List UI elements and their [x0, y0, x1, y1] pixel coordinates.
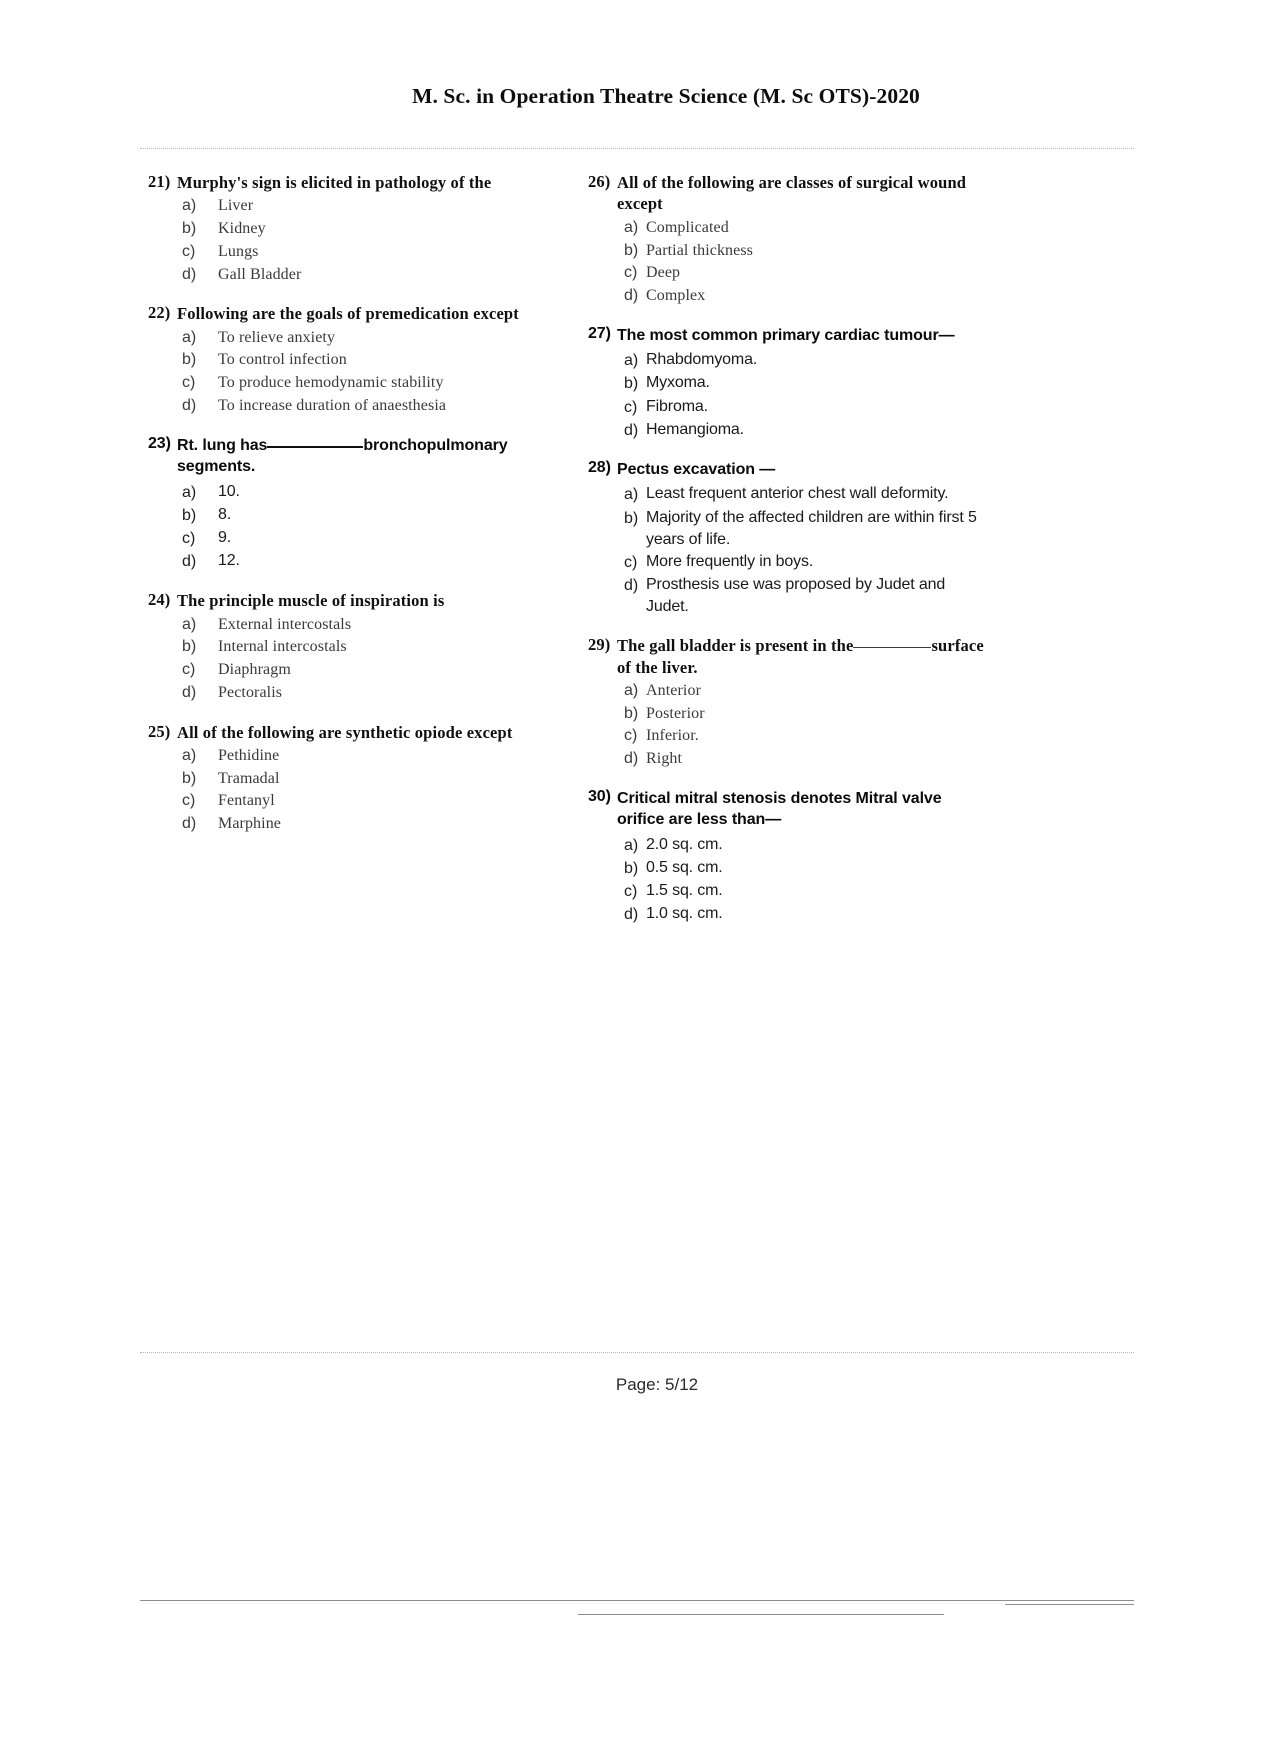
- question-block: [588, 788, 988, 927]
- question-number: 28): [588, 458, 611, 476]
- question-header: [148, 303, 542, 324]
- question-block: [588, 172, 988, 308]
- question-text: [177, 435, 542, 478]
- option-label: b): [182, 506, 197, 524]
- question-text-after-blank: surface of the liver.: [617, 636, 984, 677]
- option-item[interactable]: [588, 748, 988, 771]
- option-text: Pethidine: [218, 747, 280, 764]
- fill-in-blank: [267, 446, 363, 448]
- option-item[interactable]: [148, 790, 542, 813]
- option-label: b): [182, 220, 197, 238]
- option-item[interactable]: [148, 636, 542, 659]
- option-text: Gall Bladder: [218, 265, 302, 283]
- option-label: c): [624, 264, 638, 282]
- question-number: 30): [588, 787, 611, 805]
- option-text: Tramadal: [218, 769, 280, 787]
- option-label: c): [624, 398, 638, 416]
- option-label: b): [624, 509, 639, 527]
- option-item[interactable]: [588, 507, 988, 551]
- question-text: The principle muscle of inspiration is: [177, 591, 445, 611]
- page-title: M. Sc. in Operation Theatre Science (M. Sc OTS)-2020: [412, 84, 920, 108]
- option-label: a): [182, 197, 197, 215]
- question-header: [588, 459, 988, 480]
- option-list: [588, 680, 988, 771]
- option-text: External intercostals: [218, 615, 352, 633]
- question-text-after-blank: bronchopulmonary segments.: [177, 436, 508, 476]
- option-label: d): [624, 576, 639, 594]
- question-header: [588, 325, 988, 346]
- question-header: [148, 172, 542, 193]
- option-text: Anterior: [646, 681, 702, 699]
- option-item[interactable]: [148, 682, 542, 705]
- question-header: [148, 722, 542, 743]
- option-text: To relieve anxiety: [218, 328, 336, 346]
- option-text: 9.: [218, 528, 232, 546]
- footer-divider: [140, 1352, 1134, 1353]
- option-text: Rhabdomyoma.: [646, 351, 758, 369]
- option-text: To produce hemodynamic stability: [218, 374, 444, 392]
- option-label: b): [182, 351, 197, 369]
- option-list: [588, 217, 988, 308]
- option-item[interactable]: [148, 264, 542, 287]
- option-label: a): [624, 836, 639, 854]
- option-text: Majority of the affected children are within first 5 years of life.: [646, 508, 977, 548]
- option-label: d): [182, 815, 197, 833]
- option-text: Deep: [646, 264, 681, 282]
- option-label: c): [624, 883, 638, 901]
- option-label: d): [182, 265, 197, 283]
- option-item[interactable]: [148, 195, 542, 218]
- option-text: Hemangioma.: [646, 420, 744, 438]
- option-item[interactable]: [148, 372, 542, 395]
- option-text: Complicated: [646, 218, 729, 236]
- option-label: a): [624, 681, 639, 699]
- option-text: Diaphragm: [218, 661, 291, 679]
- option-text: 12.: [218, 552, 240, 570]
- question-header: [148, 590, 542, 611]
- question-block: [148, 303, 542, 417]
- option-label: c): [624, 727, 638, 745]
- bottom-edge-mark-left: [140, 1600, 1134, 1601]
- option-label: c): [624, 553, 638, 571]
- option-label: b): [182, 638, 197, 656]
- option-label: d): [624, 750, 639, 768]
- question-number: 25): [148, 721, 171, 741]
- right-question-column: [588, 172, 988, 943]
- option-text: Partial thickness: [646, 241, 754, 259]
- option-item[interactable]: [588, 217, 988, 240]
- option-text: Fentanyl: [218, 792, 275, 810]
- option-text: Kidney: [218, 220, 266, 238]
- option-text: Least frequent anterior chest wall deformity.: [646, 485, 949, 503]
- option-item[interactable]: [148, 481, 542, 504]
- option-item[interactable]: [148, 813, 542, 836]
- question-text: Following are the goals of premedication except: [177, 304, 519, 324]
- option-text: Liver: [218, 197, 254, 215]
- option-item[interactable]: [588, 240, 988, 263]
- option-item[interactable]: [588, 857, 988, 880]
- bottom-edge-mark-right: [1005, 1604, 1134, 1605]
- option-item[interactable]: [588, 574, 988, 618]
- question-block: [148, 590, 542, 704]
- question-text: All of the following are synthetic opiode except: [177, 722, 513, 742]
- option-text: Pectoralis: [218, 683, 283, 701]
- page-number-footer: Page: 5/12: [615, 1375, 699, 1394]
- option-item[interactable]: [588, 551, 988, 574]
- option-item[interactable]: [588, 725, 988, 748]
- option-label: c): [182, 661, 196, 679]
- option-text: 8.: [218, 505, 232, 523]
- question-number: 23): [148, 434, 171, 452]
- option-item[interactable]: [588, 419, 988, 442]
- option-label: a): [624, 218, 639, 236]
- option-item[interactable]: [148, 745, 542, 768]
- option-text: To control infection: [218, 351, 347, 369]
- option-list: [148, 481, 542, 574]
- option-text: 1.0 sq. cm.: [646, 905, 723, 923]
- option-text: Prosthesis use was proposed by Judet and Judet.: [646, 575, 946, 615]
- option-list: [148, 327, 542, 418]
- option-text: Internal intercostals: [218, 638, 347, 656]
- option-label: b): [624, 375, 639, 393]
- option-label: b): [624, 859, 639, 877]
- option-text: Myxoma.: [646, 374, 710, 392]
- option-label: a): [624, 486, 639, 504]
- question-text: Pectus excavation —: [617, 460, 776, 478]
- question-header: [148, 435, 542, 478]
- option-item[interactable]: [148, 527, 542, 550]
- option-text: Right: [646, 750, 683, 768]
- option-label: b): [624, 704, 639, 722]
- question-block: [148, 172, 542, 286]
- question-block: [588, 635, 988, 771]
- question-text-before-blank: Rt. lung has: [177, 436, 268, 454]
- option-text: 0.5 sq. cm.: [646, 858, 723, 876]
- option-text: Inferior.: [646, 727, 699, 745]
- left-question-column: [148, 172, 542, 943]
- question-text: [617, 635, 988, 678]
- question-header: [588, 788, 988, 831]
- question-number: 24): [148, 590, 171, 610]
- option-label: d): [624, 421, 639, 439]
- option-label: b): [624, 241, 639, 259]
- option-label: c): [182, 529, 196, 547]
- option-list: [588, 483, 988, 618]
- option-label: a): [182, 483, 197, 501]
- question-text-before-blank: The gall bladder is present in the: [617, 636, 854, 656]
- option-text: 2.0 sq. cm.: [646, 835, 723, 853]
- option-text: More frequently in boys.: [646, 552, 814, 570]
- header-divider: [140, 148, 1134, 149]
- option-item[interactable]: [588, 372, 988, 395]
- option-item[interactable]: [148, 504, 542, 527]
- option-list: [148, 745, 542, 836]
- option-label: b): [182, 769, 197, 787]
- option-item[interactable]: [588, 680, 988, 703]
- option-list: [588, 349, 988, 442]
- option-label: c): [182, 374, 196, 392]
- option-label: d): [182, 396, 197, 414]
- question-number: 21): [148, 172, 171, 191]
- option-list: [588, 834, 988, 927]
- question-text: Murphy's sign is elicited in pathology of the: [177, 173, 492, 192]
- option-item[interactable]: [588, 703, 988, 726]
- option-item[interactable]: [588, 285, 988, 308]
- option-text: To increase duration of anaesthesia: [218, 396, 447, 414]
- fill-in-blank: [853, 647, 931, 648]
- question-number: 26): [588, 172, 611, 191]
- option-item[interactable]: [148, 659, 542, 682]
- question-block: [148, 722, 542, 836]
- option-text: 1.5 sq. cm.: [646, 882, 723, 900]
- option-item[interactable]: [588, 903, 988, 926]
- question-number: 29): [588, 635, 611, 655]
- option-label: d): [182, 553, 197, 571]
- option-item[interactable]: [148, 241, 542, 264]
- question-text: All of the following are classes of surgical wound except: [617, 173, 967, 214]
- option-text: 10.: [218, 482, 240, 500]
- option-label: d): [624, 906, 639, 924]
- question-number: 27): [588, 324, 611, 342]
- question-block: [588, 325, 988, 442]
- option-item[interactable]: [148, 768, 542, 791]
- option-item[interactable]: [148, 218, 542, 241]
- option-item[interactable]: [148, 614, 542, 637]
- question-columns: [148, 172, 1128, 943]
- option-item[interactable]: [588, 262, 988, 285]
- question-number: 22): [148, 303, 171, 323]
- option-item[interactable]: [588, 396, 988, 419]
- option-item[interactable]: [588, 880, 988, 903]
- option-label: a): [182, 328, 197, 346]
- option-item[interactable]: [588, 834, 988, 857]
- option-text: Lungs: [218, 242, 259, 260]
- option-text: Fibroma.: [646, 397, 708, 415]
- option-label: c): [182, 242, 196, 260]
- option-item[interactable]: [148, 395, 542, 418]
- option-label: c): [182, 792, 196, 810]
- option-text: Posterior: [646, 704, 705, 722]
- question-block: [148, 435, 542, 574]
- question-header: [588, 172, 988, 215]
- option-text: Marphine: [218, 815, 282, 833]
- option-item[interactable]: [588, 483, 988, 506]
- option-item[interactable]: [588, 349, 988, 372]
- option-label: a): [624, 352, 639, 370]
- question-header: [588, 635, 988, 678]
- question-block: [588, 459, 988, 618]
- question-text: Critical mitral stenosis denotes Mitral valve orifice are less than—: [617, 789, 942, 829]
- option-list: [148, 614, 542, 705]
- option-label: d): [182, 683, 197, 701]
- option-label: a): [182, 747, 197, 764]
- option-item[interactable]: [148, 349, 542, 372]
- option-text: Complex: [646, 287, 706, 305]
- option-label: a): [182, 615, 197, 633]
- bottom-edge-mark-center: [578, 1614, 944, 1615]
- question-text: The most common primary cardiac tumour—: [617, 326, 955, 344]
- option-item[interactable]: [148, 327, 542, 350]
- option-label: d): [624, 287, 639, 305]
- option-list: [148, 195, 542, 286]
- option-item[interactable]: [148, 550, 542, 573]
